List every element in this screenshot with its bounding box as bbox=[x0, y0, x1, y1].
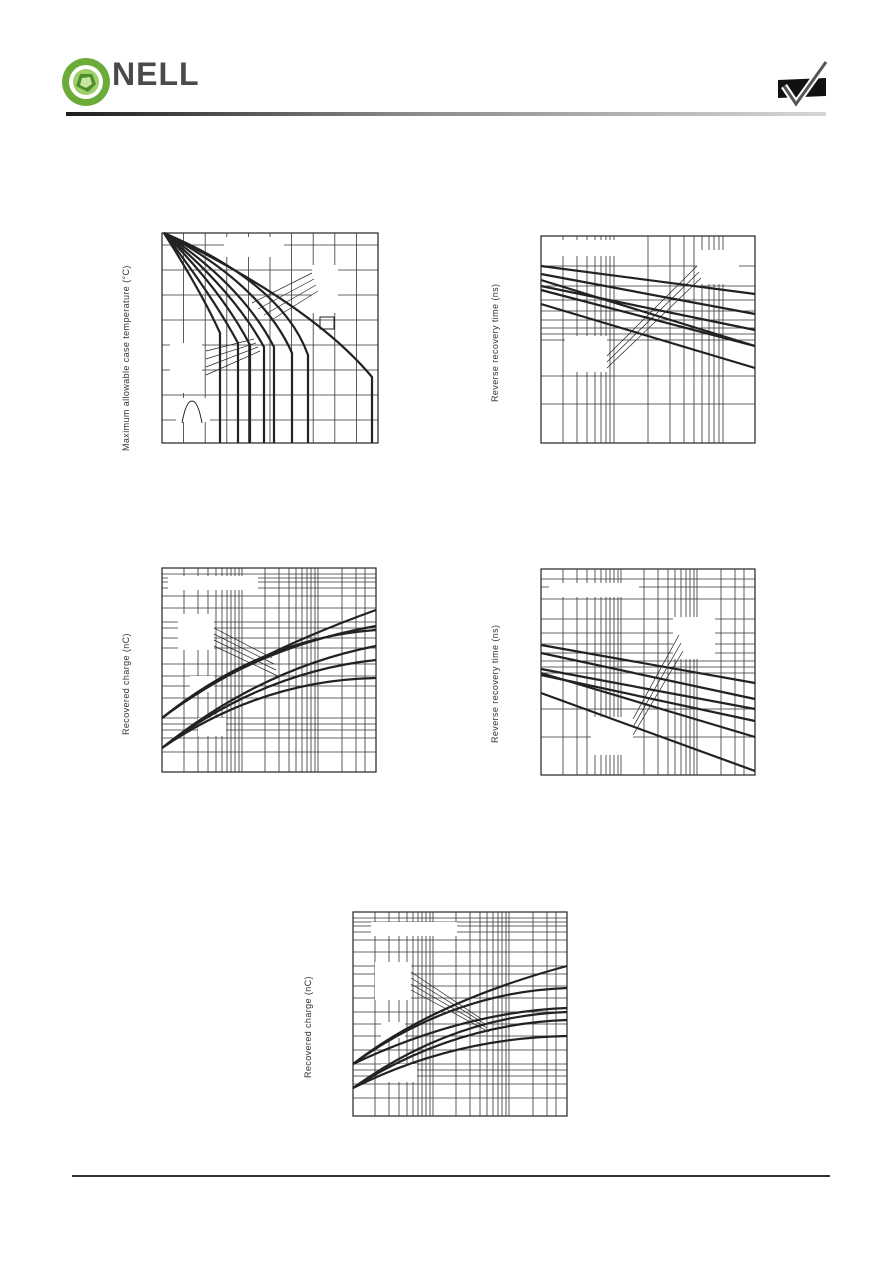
chart1-plot bbox=[162, 233, 378, 443]
brand-name: NELL bbox=[112, 56, 200, 92]
chart4-plot bbox=[541, 569, 755, 775]
footer-rule bbox=[72, 1175, 830, 1177]
page-header bbox=[0, 0, 892, 125]
chart1-ylabel: Maximum allowable case temperature (°C) bbox=[121, 265, 131, 451]
chart5-plot bbox=[353, 912, 567, 1116]
nell-logo-icon bbox=[60, 56, 112, 108]
chart4-ylabel: Reverse recovery time (ns) bbox=[490, 624, 500, 743]
chart5-ylabel: Recovered charge (nC) bbox=[303, 976, 313, 1078]
header-rule bbox=[66, 112, 826, 116]
chart2-ylabel: Reverse recovery time (ns) bbox=[490, 283, 500, 402]
chart2-plot bbox=[541, 236, 755, 443]
chart3-plot bbox=[162, 568, 376, 772]
chart3-ylabel: Recovered charge (nC) bbox=[121, 633, 131, 735]
checkmark-badge-icon bbox=[776, 60, 830, 108]
